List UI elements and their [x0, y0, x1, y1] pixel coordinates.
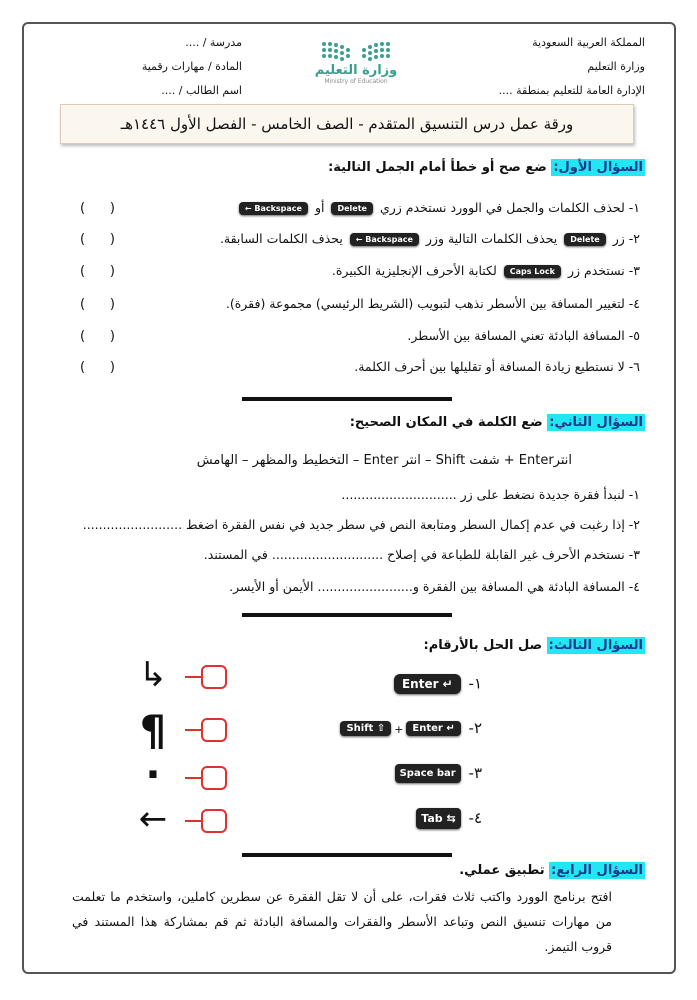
- q2-item-2: ٢- إذا رغبت في عدم إكمال السطر ومتابعة النص في سطر جديد في نفس الفقرة اضغط .........................: [82, 517, 640, 532]
- q3-row-3: [392, 764, 482, 783]
- match-box-4[interactable]: [185, 808, 230, 834]
- q1-item-2: [220, 231, 640, 246]
- item-text: لتغيير المسافة بين الأسطر نذهب لتبويب (الشريط الرئيسي) مجموعة (فقرة).: [225, 296, 625, 311]
- q1-label: السؤال الأول:: [553, 160, 643, 175]
- plus-sign: +: [394, 723, 404, 736]
- shift-key: Shift ⇧: [340, 721, 391, 736]
- header-subject: المادة / مهارات رقمية: [141, 60, 242, 73]
- q1-heading: [328, 160, 645, 175]
- q3-heading: [424, 638, 645, 653]
- worksheet-title: ورقة عمل درس التنسيق المتقدم - الصف الخامس - الفصل الأول ١٤٤٦هـ: [60, 104, 634, 144]
- item-text: يحذف الكلمات السابقة.: [219, 231, 343, 246]
- q2-item-1: ١- لنبدأ فقرة جديدة نضغط على زر .............................: [341, 487, 640, 502]
- item-text: زر: [612, 231, 625, 246]
- q4-heading: [459, 863, 645, 878]
- q2-label: السؤال الثاني:: [549, 415, 643, 430]
- header-country: المملكة العربية السعودية: [532, 36, 645, 49]
- enter-key: Enter ↵: [406, 721, 460, 736]
- row-number: ٢-: [468, 719, 482, 737]
- item-number: ٦-: [628, 359, 640, 374]
- answer-blank-2[interactable]: ( ): [80, 232, 115, 247]
- item-text: يحذف الكلمات التالية وزر: [425, 231, 558, 246]
- space-dot-icon: ·: [145, 752, 161, 798]
- section-divider: [242, 613, 452, 617]
- q3-label: السؤال الثالث:: [548, 638, 643, 653]
- word-bank: انترEnter + شفت Shift – انتر Enter – التخطيط والمظهر – الهامش: [196, 453, 572, 468]
- header-school: مدرسة / ....: [185, 36, 242, 49]
- match-box-2[interactable]: [185, 717, 230, 743]
- item-text: أو: [314, 200, 325, 215]
- row-number: ٤-: [468, 809, 482, 827]
- item-number: ٣-: [628, 263, 640, 278]
- item-number: ٤-: [628, 296, 640, 311]
- ministry-logo: [300, 38, 412, 98]
- answer-blank-1[interactable]: ( ): [80, 201, 115, 216]
- answer-blank-4[interactable]: ( ): [80, 297, 115, 312]
- q3-row-4: [413, 808, 482, 829]
- answer-blank-6[interactable]: ( ): [80, 360, 115, 375]
- answer-blank-5[interactable]: ( ): [80, 329, 115, 344]
- item-number: ٥-: [628, 328, 640, 343]
- q1-item-4: [226, 296, 640, 311]
- q1-item-3: [332, 263, 640, 278]
- section-divider: [242, 853, 452, 857]
- logo-dots-icon: [316, 38, 396, 64]
- q4-instructions: افتح برنامج الوورد واكتب ثلاث فقرات، على أن لا تقل الفقرة عن سطرين كاملين، واستخدم ما تعلمت من مهارات تنسيق النص وتباعد الأسطر والفقرات والمسافة البادئة ثم قم بمشاركة هذا المستند في قروب التيمز.: [72, 889, 612, 954]
- item-text: لحذف الكلمات والجمل في الوورد نستخدم زري: [379, 200, 625, 215]
- header-student-name: اسم الطالب / ....: [161, 84, 242, 97]
- header-region: الإدارة العامة للتعليم بمنطقة ....: [498, 84, 645, 97]
- pilcrow-icon: ¶: [139, 706, 167, 755]
- row-number: ٣-: [468, 764, 482, 782]
- item-text: لا نستطيع زيادة المسافة أو تقليلها بين أحرف الكلمة.: [354, 359, 625, 374]
- backspace-key: ← Backspace: [350, 233, 419, 246]
- q2-item-4: ٤- المسافة البادئة هي المسافة بين الفقرة و........................ الأيمن أو الأيسر.: [229, 579, 640, 594]
- item-number: ٢-: [628, 231, 640, 246]
- match-box-3[interactable]: [185, 765, 230, 791]
- q1-prompt: ضع صح أو خطأ أمام الجمل التالية:: [328, 160, 547, 175]
- enter-key: Enter ↵: [394, 674, 461, 694]
- logo-text-en: Ministry of Education: [324, 78, 388, 85]
- header-ministry: وزارة التعليم: [587, 60, 645, 73]
- section-divider: [242, 397, 452, 401]
- q1-item-6: [354, 359, 640, 374]
- q1-item-5: [407, 328, 640, 343]
- item-text: المسافة البادئة تعني المسافة بين الأسطر.: [407, 328, 625, 343]
- item-text: لكتابة الأحرف الإنجليزية الكبيرة.: [331, 263, 497, 278]
- q4-label: السؤال الرابع:: [551, 863, 643, 878]
- delete-key: Delete: [564, 233, 605, 246]
- q3-prompt: صل الحل بالأرقام:: [423, 638, 543, 653]
- q4-prompt: تطبيق عملي.: [459, 863, 545, 878]
- tab-arrow-icon: ←: [138, 799, 168, 839]
- tab-key: Tab ⇆: [416, 808, 460, 829]
- q3-row-1: [391, 674, 482, 694]
- logo-text-ar: وزارة التعليم: [314, 63, 398, 78]
- row-number: ١-: [468, 674, 482, 693]
- spacebar-key: Space bar: [395, 764, 461, 783]
- delete-key: Delete: [331, 202, 372, 215]
- q2-heading: [350, 415, 645, 430]
- answer-blank-3[interactable]: ( ): [80, 264, 115, 279]
- line-break-arrow-icon: ↳: [138, 655, 168, 695]
- item-text: نستخدم زر: [567, 263, 625, 278]
- q2-item-3: ٣- نستخدم الأحرف غير القابلة للطباعة في إصلاح ............................ في المستند.: [203, 547, 640, 562]
- match-box-1[interactable]: [185, 664, 230, 690]
- q1-item-1: [236, 200, 640, 215]
- q2-prompt: ضع الكلمة في المكان الصحيح:: [349, 415, 543, 430]
- item-number: ١-: [628, 200, 640, 215]
- caps-lock-key: Caps Lock: [504, 265, 561, 278]
- backspace-key: ← Backspace: [239, 202, 308, 215]
- q3-row-2: [337, 719, 482, 737]
